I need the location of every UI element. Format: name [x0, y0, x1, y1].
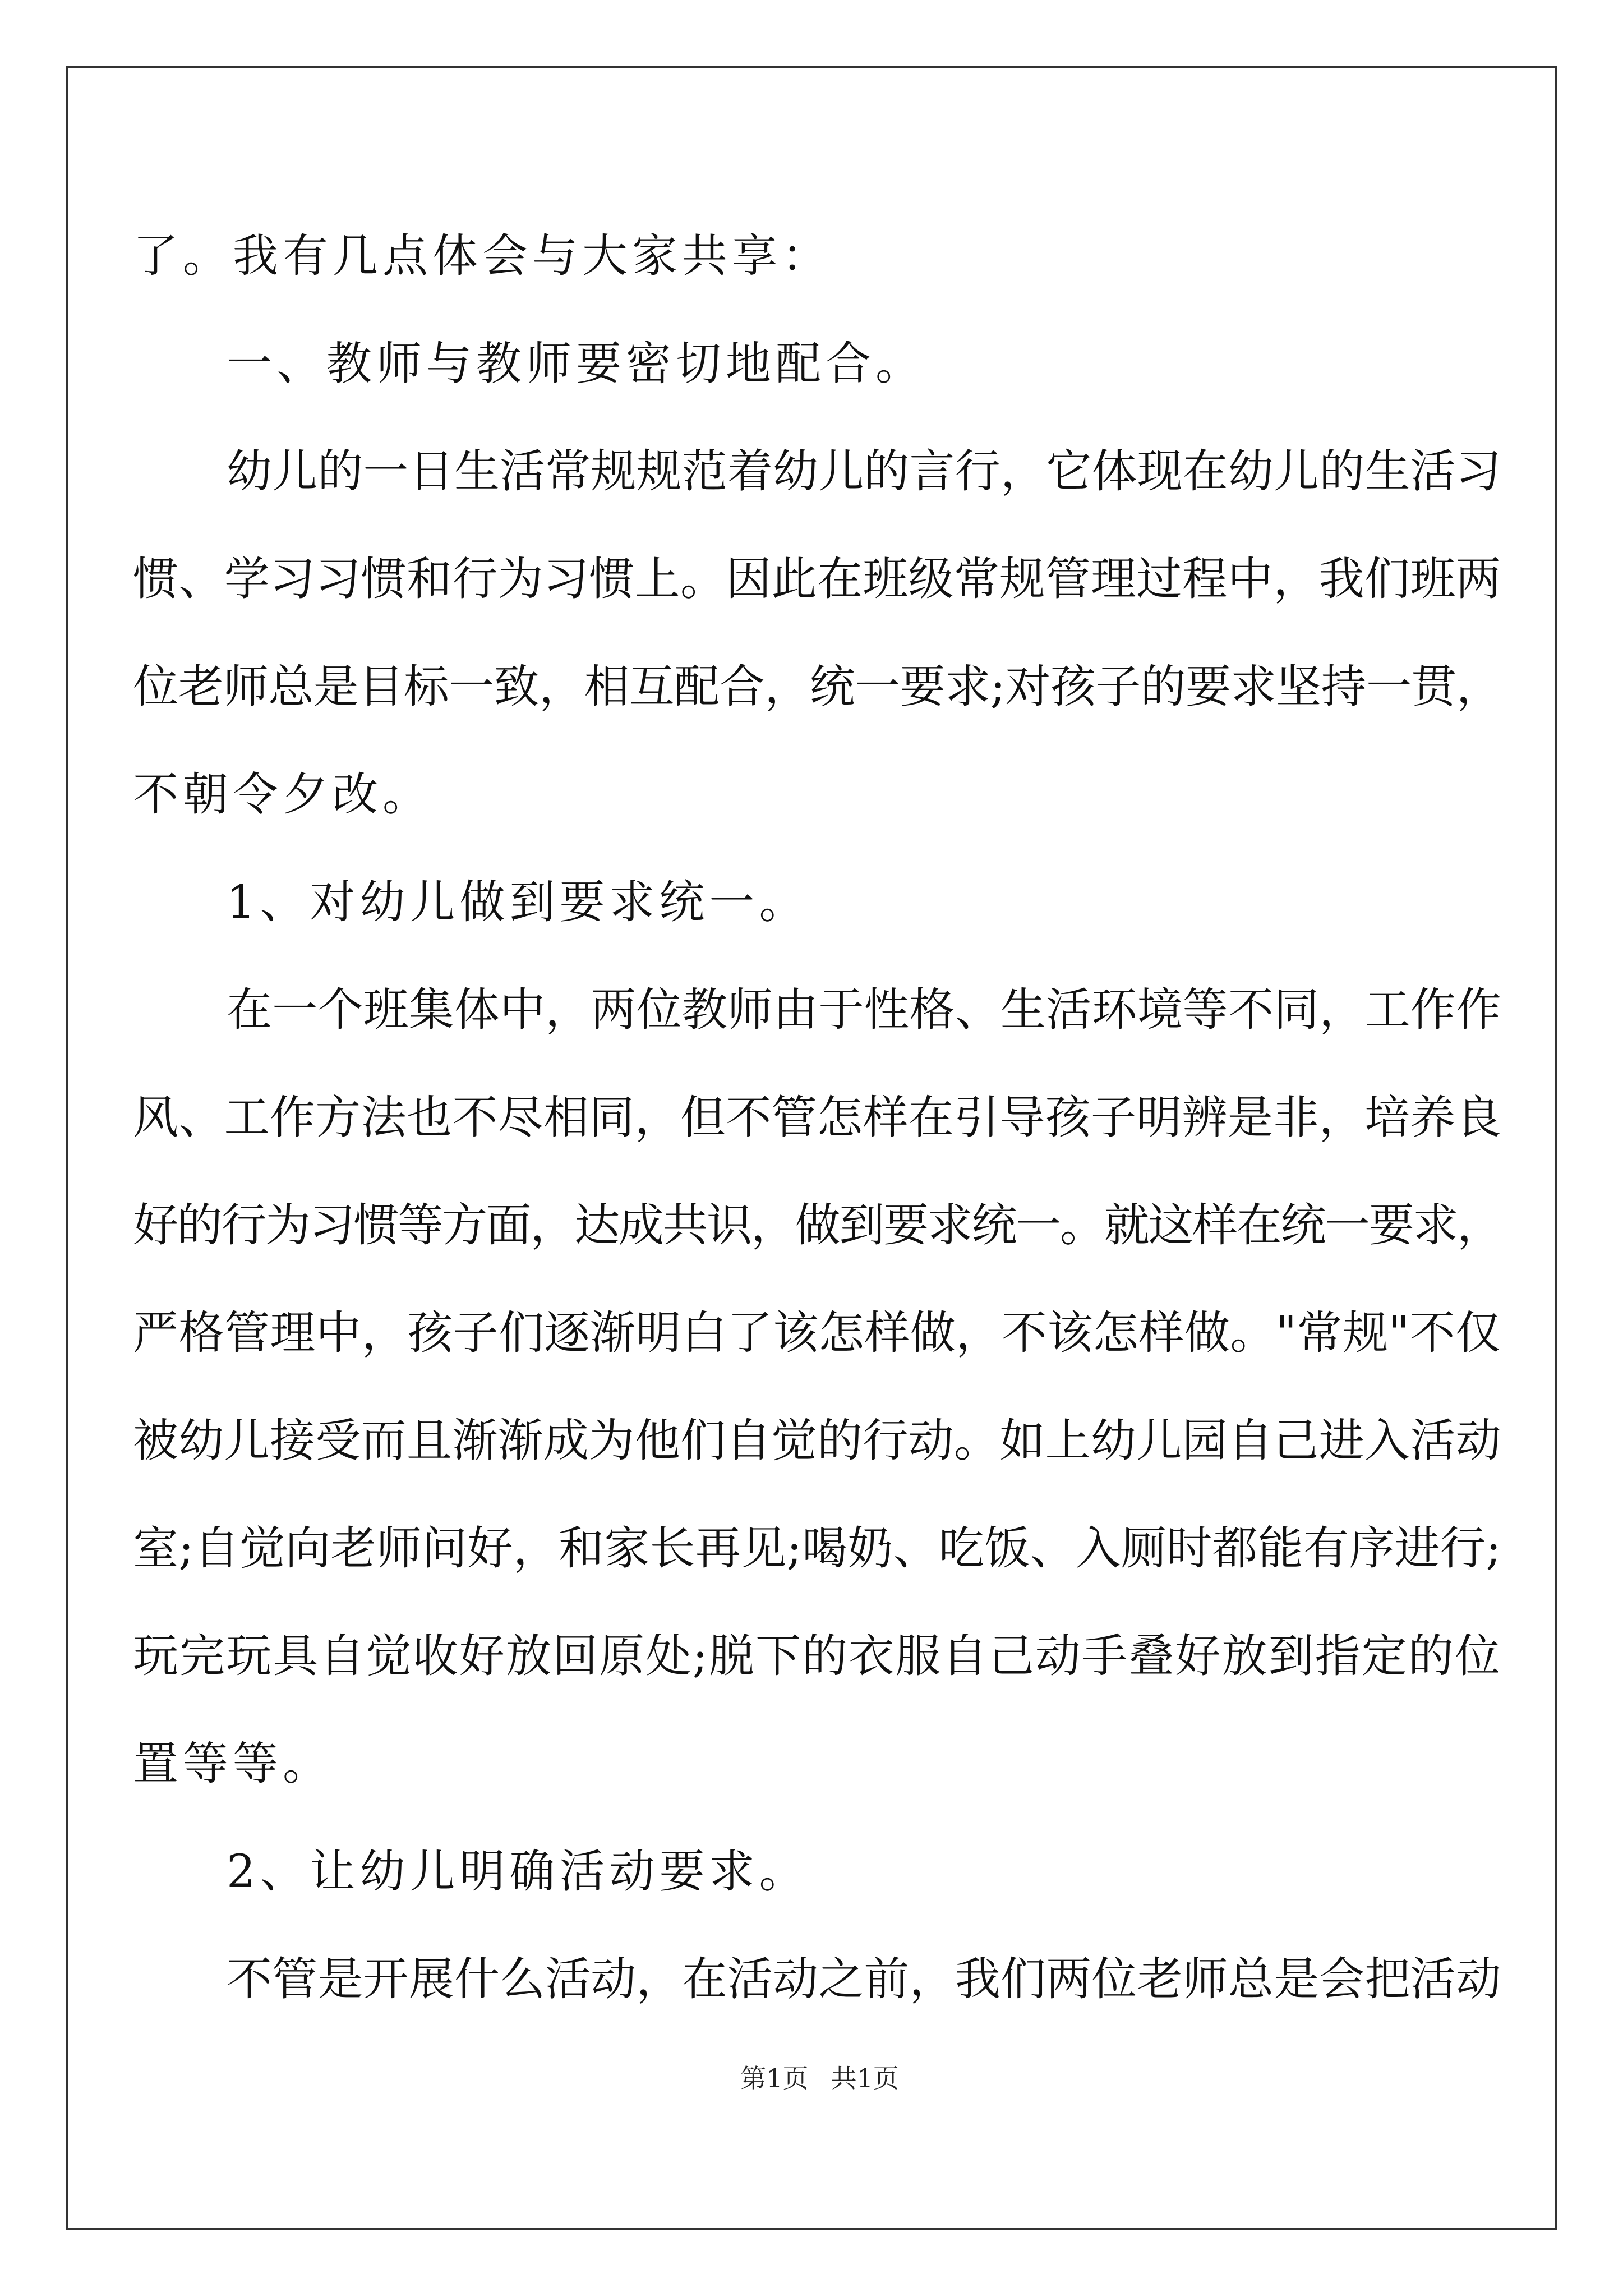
- text-line: 严格管理中，孩子们逐渐明白了该怎样做，不该怎样做。"常规"不仅: [133, 1307, 1501, 1360]
- text-line: 置等等。: [133, 1738, 333, 1791]
- text-line: 惯、学习习惯和行为习惯上。因此在班级常规管理过程中，我们班两: [133, 553, 1502, 606]
- text-line: 好的行为习惯等方面，达成共识，做到要求统一。就这样在统一要求，: [133, 1199, 1502, 1252]
- text-line: 2、让幼儿明确活动要求。: [227, 1846, 809, 1898]
- text-line: 幼儿的一日生活常规规范着幼儿的言行，它体现在幼儿的生活习: [227, 445, 1502, 498]
- text-line: 室;自觉向老师问好，和家长再见;喝奶、吃饭、入厕时都能有序进行;: [133, 1522, 1501, 1575]
- page-footer: [0, 2028, 1623, 2095]
- document-body: [133, 203, 1501, 2033]
- text-line: 了。我有几点体会与大家共享：: [133, 230, 832, 283]
- text-line: 玩完玩具自觉收好放回原处;脱下的衣服自己动手叠好放到指定的位: [133, 1630, 1502, 1683]
- text-line: 1、对幼儿做到要求统一。: [227, 876, 809, 929]
- page-number: 第1页: [740, 2063, 809, 2093]
- text-line: 不朝令夕改。: [133, 769, 433, 821]
- text-line: 位老师总是目标一致，相互配合，统一要求;对孩子的要求坚持一贯，: [133, 661, 1502, 714]
- text-line: 被幼儿接受而且渐渐成为他们自觉的行动。如上幼儿园自己进入活动: [133, 1415, 1502, 1467]
- text-line: 风、工作方法也不尽相同，但不管怎样在引导孩子明辨是非，培养良: [133, 1092, 1502, 1144]
- text-line: 在一个班集体中，两位教师由于性格、生活环境等不同，工作作: [227, 984, 1502, 1037]
- text-line: 一、教师与教师要密切地配合。: [227, 338, 926, 390]
- total-pages: 共1页: [831, 2063, 899, 2093]
- text-line: 不管是开展什么活动，在活动之前，我们两位老师总是会把活动: [227, 1953, 1502, 2006]
